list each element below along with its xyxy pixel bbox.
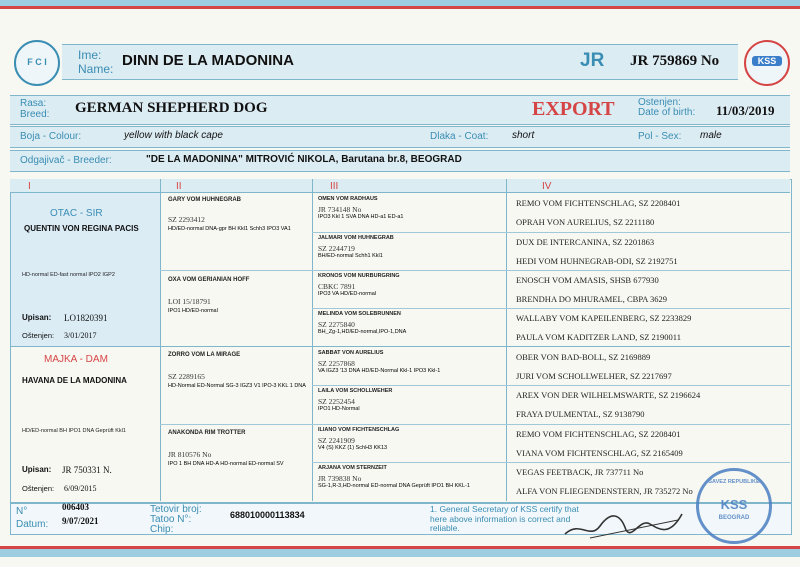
sex-label: Pol - Sex: [638, 131, 682, 142]
grandparent-3 [168, 352, 308, 389]
ancestor-g3-2 [318, 235, 394, 259]
ancestor-g3-2-name: JALMARI VOM HUHNEGRAB [318, 235, 394, 241]
grandparent-2-name: OXA VOM GERIANIAN HOFF [168, 277, 250, 283]
g2-divider-1 [160, 270, 790, 271]
ancestor-g3-4-name: MELINDA VOM SOLEBRUNNEN [318, 311, 401, 317]
bottom-stripe [0, 549, 800, 557]
g3-divider-4 [312, 462, 790, 463]
ancestor-g3-7 [318, 427, 399, 451]
ancestor-g4-3: DUX DE INTERCANINA, SZ 2201863 [516, 237, 655, 247]
ancestor-g3-3 [318, 273, 400, 297]
breed: GERMAN SHEPHERD DOG [75, 100, 268, 116]
tattoo-label-sr: Tetovir broj: [150, 504, 202, 515]
grandparent-2-info: IPO1 HD/ED-normal [168, 308, 218, 314]
serial-label: N° [16, 506, 28, 517]
grandparent-3-name: ZORRO VOM LA MIRAGE [168, 352, 241, 358]
name-label-en: Name: [78, 62, 114, 76]
colour: yellow with black cape [124, 130, 223, 141]
ancestor-g3-3-reg: CBKC 7891 [318, 282, 356, 291]
col-header-1: I [28, 181, 31, 192]
ancestor-g3-4 [318, 311, 406, 335]
coat: short [512, 130, 535, 141]
dam-reg-label: Upisan: [22, 465, 52, 474]
ancestor-g4-2: OPRAH VON AURELIUS, SZ 2211180 [516, 217, 655, 227]
name-label-sr: Ime: [78, 48, 102, 62]
ancestor-g3-8 [318, 465, 470, 489]
grandparent-4-info: IPO 1 BH DNA HD-A HD-normal ED-normal SV [168, 461, 284, 467]
ancestor-g3-6-name: LAILA VOM SCHOLLWEHER [318, 388, 393, 394]
col-header-4: IV [542, 181, 552, 192]
g2-divider-2 [160, 424, 790, 425]
signature [560, 500, 690, 544]
grandparent-2 [168, 277, 308, 314]
dob-label-sr: Ostenjen: [638, 97, 681, 108]
ancestor-g3-3-name: KRONOS VOM NURBURGRING [318, 273, 400, 279]
grandparent-2-reg: LOI 15/18791 [168, 297, 211, 306]
breed-label-en: Breed: [20, 109, 50, 120]
grandparent-3-reg: SZ 2289165 [168, 372, 205, 381]
ancestor-g3-6-reg: SZ 2252454 [318, 397, 355, 406]
ancestor-g4-4: HEDI VOM HUHNEGRAB-ODI, SZ 2192751 [516, 256, 678, 266]
ancestor-g3-8-reg: JR 739838 No [318, 474, 362, 483]
col-divider-2 [312, 179, 313, 501]
ancestor-g3-1-name: OMEN VOM RADHAUS [318, 196, 378, 202]
dob-label-en: Date of birth: [638, 107, 696, 118]
ancestor-g3-7-reg: SZ 2241909 [318, 436, 355, 445]
chip-number: 688010000113834 [230, 510, 305, 520]
dam-dob-label: Oštenjen: [22, 484, 55, 493]
ancestor-g3-6 [318, 388, 392, 412]
ancestor-g4-12: FRAYA D'ULMENTAL, SZ 9138790 [516, 409, 645, 419]
ancestor-g3-1 [318, 196, 404, 220]
grandparent-1 [168, 197, 308, 232]
jr-mark: JR [580, 50, 605, 71]
dam-name: HAVANA DE LA MADONINA [22, 376, 127, 385]
top-red-stripe [0, 6, 800, 9]
jr-number: JR 759869 No [630, 53, 720, 69]
grandparent-1-reg: SZ 2293412 [168, 215, 205, 224]
sire-reg: LO1820391 [64, 313, 108, 323]
grandparent-1-info: HD/ED-normal DNA-gpr BH Kkl1 Schh3 IPO3 VA1 [168, 226, 291, 232]
sire-dob-label: Oštenjen: [22, 331, 55, 340]
col-header-3: III [330, 181, 339, 192]
grandparent-4-name: ANAKONDA RIM TROTTER [168, 430, 246, 436]
ancestor-g4-9: OBER VON BAD-BOLL, SZ 2169889 [516, 352, 651, 362]
ancestor-g3-7-name: ILIANO VOM FICHTENSCHLAG [318, 427, 400, 433]
dam-reg: JR 750331 N. [62, 465, 112, 475]
dam-dob: 6/09/2015 [64, 484, 97, 493]
breeder-label: Odgajivač - Breeder: [20, 155, 112, 166]
fci-logo: F C I [14, 40, 60, 86]
col-divider-1 [160, 179, 161, 501]
kss-logo: KSS [744, 40, 790, 86]
issue-date: 9/07/2021 [62, 516, 99, 526]
sire-label: OTAC - SIR [50, 208, 103, 219]
sire-health: HD-normal ED-fast normal IPO2 IGP2 [22, 272, 115, 278]
kss-stamp: SAVEZ REPUBLIKE KSS BEOGRAD [696, 468, 772, 544]
ancestor-g4-14: VIANA VOM FICHTENSCHLAG, SZ 2165409 [516, 448, 683, 458]
sire-dam-divider [10, 346, 790, 347]
sire-dob: 3/01/2017 [64, 331, 97, 340]
certification-text: 1. General Secretary of KSS certify that here above information is correct and reliable. [430, 504, 579, 533]
breed-label-sr: Rasa: [20, 98, 47, 109]
sire-name: QUENTIN VON REGINA PACIS [24, 224, 139, 233]
tattoo-label-en: Tatoo N°: [150, 514, 192, 525]
date-of-birth: 11/03/2019 [716, 103, 775, 118]
ancestor-g3-6-info: IPO1 HD-Normal [318, 406, 360, 412]
ancestor-g3-5-name: SABBAT VON AURELIUS [318, 350, 384, 356]
breeder: "DE LA MADONINA" MITROVIĆ NIKOLA, Barutana br.8, BEOGRAD [146, 154, 462, 165]
ancestor-g3-2-info: BH/ED-normal Schh1 Kkl1 [318, 253, 383, 259]
g3-divider-2 [312, 308, 790, 309]
sire-reg-label: Upisan: [22, 313, 52, 322]
dam-label: MAJKA - DAM [44, 354, 108, 365]
ancestor-g3-5 [318, 350, 440, 374]
chip-label: Chip: [150, 524, 174, 535]
issue-date-label: Datum: [16, 519, 49, 530]
grandparent-3-info: HD-Normal ED-Normal SG-3 IGZ3 V1 IPO-3 KKL 1 DNA [168, 383, 306, 389]
coat-label: Dlaka - Coat: [430, 131, 489, 142]
ancestor-g3-5-reg: SZ 2257868 [318, 359, 355, 368]
colour-label: Boja - Colour: [20, 131, 82, 142]
g3-divider-3 [312, 385, 790, 386]
grandparent-4 [168, 430, 308, 467]
ancestor-g4-5: ENOSCH VOM AMASIS, SHSB 677930 [516, 275, 659, 285]
ancestor-g4-1: REMO VOM FICHTENSCHLAG, SZ 2208401 [516, 198, 681, 208]
grandparent-4-reg: JR 810576 No [168, 450, 212, 459]
ancestor-g3-1-info: IPO3 Kkl 1 SVA DNA HD-a1 ED-a1 [318, 214, 404, 220]
ancestor-g4-16: ALFA VON FLIEGENDENSTERN, JR 735272 No [516, 486, 693, 496]
grandparent-1-name: GARY VOM HUHNEGRAB [168, 197, 242, 203]
ancestor-g3-7-info: V4 (S) KKZ (1) SchH3 KK13 [318, 445, 388, 451]
ancestor-g3-4-info: BH_Zg-1,HD/ED-normal,IPO-1,DNA [318, 329, 407, 335]
ancestor-g3-8-info: SG-1,R-3,HD-normal ED-normal DNA Geprüft IPO1 BH KKL-1 [318, 483, 470, 489]
col-header-2: II [176, 181, 182, 192]
export-mark: EXPORT [532, 98, 615, 120]
serial-number: 006403 [62, 502, 89, 512]
ancestor-g3-1-reg: JR 734148 No [318, 205, 362, 214]
ancestor-g3-2-reg: SZ 2244719 [318, 244, 355, 253]
ancestor-g4-7: WALLABY VOM KAPEILENBERG, SZ 2233829 [516, 313, 692, 323]
ancestor-g4-6: BRENDHA DO MHURAMEL, CBPA 3629 [516, 294, 668, 304]
ancestor-g3-8-name: ARJANA VOM STERNZEIT [318, 465, 387, 471]
ancestor-g4-13: REMO VOM FICHTENSCHLAG, SZ 2208401 [516, 429, 681, 439]
ancestor-g3-4-reg: SZ 2275840 [318, 320, 355, 329]
sex: male [700, 130, 722, 141]
dog-name: DINN DE LA MADONINA [122, 52, 294, 69]
g3-divider-1 [312, 232, 790, 233]
ancestor-g4-15: VEGAS FEETBACK, JR 737711 No [516, 467, 644, 477]
ancestor-g4-10: JURI VOM SCHOLLWELHER, SZ 2217697 [516, 371, 672, 381]
column-header-row [10, 179, 790, 193]
ancestor-g4-8: PAULA VOM KADITZER LAND, SZ 2190011 [516, 332, 681, 342]
ancestor-g3-3-info: IPO3 VA HD/ED-normal [318, 291, 376, 297]
ancestor-g4-11: AREX VON DER WILHELMSWARTE, SZ 2196624 [516, 390, 701, 400]
ancestor-g3-5-info: VA IGZ3 '13 DNA HD/ED-Normal Kkl-1 IPO3 Kkl-1 [318, 368, 441, 374]
col-divider-3 [506, 179, 507, 501]
dam-health: HD/ED-normal BH IPO1 DNA Geprüft Kkl1 [22, 428, 126, 434]
